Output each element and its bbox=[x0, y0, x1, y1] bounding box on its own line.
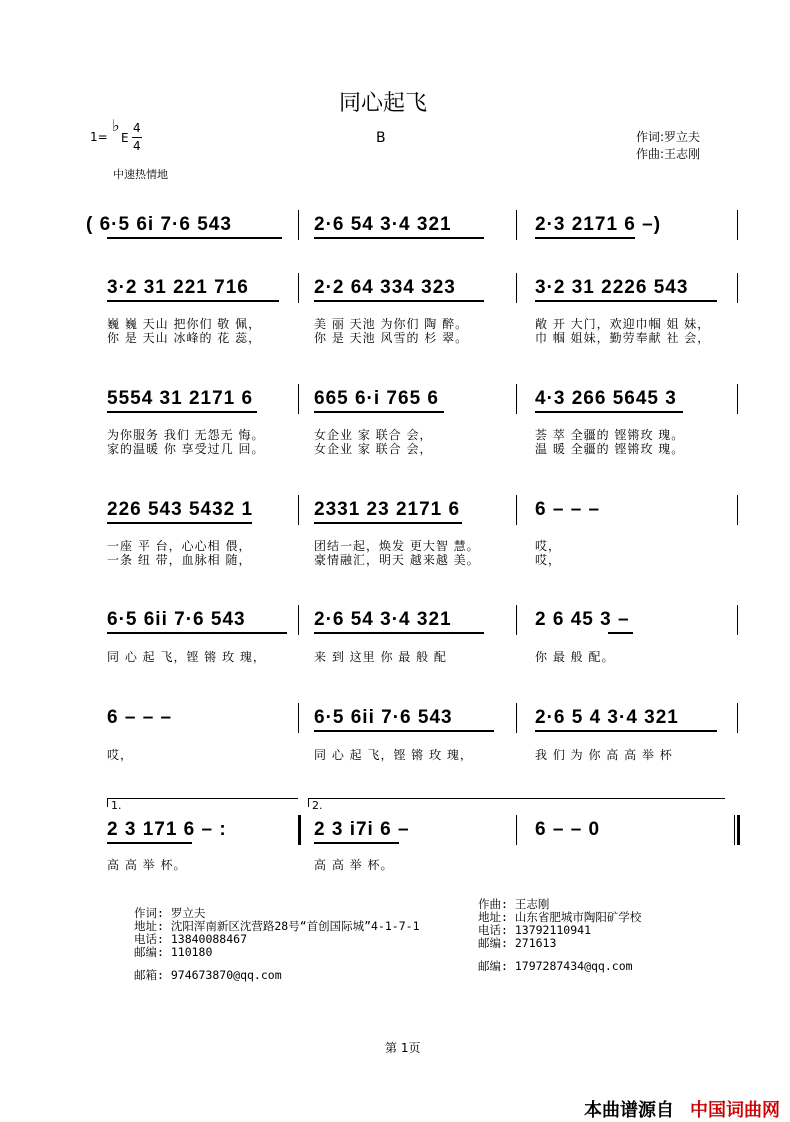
barline bbox=[298, 605, 299, 635]
barline bbox=[516, 703, 517, 733]
volta-label-2: 2. bbox=[312, 799, 323, 812]
measure: 4·3 266 5645 3 bbox=[535, 388, 677, 409]
footer-lyricist: 作词: 罗立夫 bbox=[134, 906, 206, 920]
barline bbox=[737, 605, 738, 635]
lyric: 我 们 为 你 高 高 举 杯 bbox=[535, 748, 673, 762]
barline bbox=[298, 703, 299, 733]
volta-bracket-1 bbox=[107, 798, 298, 807]
barline bbox=[298, 495, 299, 525]
lyric-verse-2: 你 是 天山 冰峰的 花 蕊， bbox=[107, 331, 262, 345]
composer-credit: 作曲:王志刚 bbox=[636, 147, 701, 161]
lyric-verse-2: 哎， bbox=[535, 553, 562, 567]
lyric-verse-2: 你 是 天池 风雪的 杉 翠。 bbox=[314, 331, 469, 345]
tempo-marking: 中速热情地 bbox=[113, 168, 168, 181]
measure: 5554 31 2171 6 bbox=[107, 388, 254, 409]
lyric: 高 高 举 杯。 bbox=[314, 858, 394, 872]
lyricist-credit: 作词:罗立夫 bbox=[636, 130, 701, 144]
barline bbox=[516, 273, 517, 303]
measure: 6·5 6ii 7·6 543 bbox=[314, 707, 453, 728]
lyric: 你 最 般 配。 bbox=[535, 650, 615, 664]
final-barline bbox=[734, 815, 735, 845]
barline bbox=[737, 210, 738, 240]
footer-left-address: 地址: 沈阳浑南新区沈营路28号“首创国际城”4-1-7-1 bbox=[134, 919, 420, 933]
time-signature-top: 4 bbox=[133, 121, 141, 135]
measure: 2 6 45 3 – bbox=[535, 609, 630, 630]
barline bbox=[737, 495, 738, 525]
lyric-verse-2: 家的温暖 你 享受过几 回。 bbox=[107, 442, 265, 456]
lyric-verse-1: 团结一起，焕发 更大智 慧。 bbox=[314, 539, 480, 553]
lyric-verse-1: 哎， bbox=[535, 539, 562, 553]
footer-left-email: 邮箱: 974673870@qq.com bbox=[134, 968, 282, 982]
measure: 2331 23 2171 6 bbox=[314, 499, 461, 520]
key-prefix: 1= bbox=[90, 130, 108, 144]
barline bbox=[298, 210, 299, 240]
measure: 3·2 31 221 716 bbox=[107, 277, 249, 298]
section-mark: B bbox=[376, 130, 386, 146]
barline bbox=[516, 815, 517, 845]
barline bbox=[516, 605, 517, 635]
lyric-verse-1: 荟 萃 全疆的 铿锵玫 瑰。 bbox=[535, 428, 685, 442]
measure: 226 543 5432 1 bbox=[107, 499, 254, 520]
repeat-barline bbox=[298, 815, 301, 845]
lyric-verse-1: 为你服务 我们 无怨无 悔。 bbox=[107, 428, 265, 442]
footer-composer: 作曲: 王志刚 bbox=[478, 897, 550, 911]
time-signature-bottom: 4 bbox=[133, 139, 141, 153]
measure: 2 3 171 6 – : bbox=[107, 819, 227, 840]
measure: 2·6 5 4 3·4 321 bbox=[535, 707, 679, 728]
volta-bracket-2 bbox=[308, 798, 725, 807]
lyric-verse-1: 巍 巍 天山 把你们 敬 佩， bbox=[107, 317, 262, 331]
measure: 3·2 31 2226 543 bbox=[535, 277, 689, 298]
lyric: 高 高 举 杯。 bbox=[107, 858, 187, 872]
footer-right-address: 地址: 山东省肥城市陶阳矿学校 bbox=[478, 910, 642, 924]
footer-right-phone: 电话: 13792110941 bbox=[478, 923, 592, 937]
measure: 6·5 6ii 7·6 543 bbox=[107, 609, 246, 630]
footer-left bbox=[134, 907, 420, 982]
barline bbox=[298, 273, 299, 303]
barline bbox=[737, 703, 738, 733]
lyric-verse-1: 美 丽 天池 为你们 陶 醉。 bbox=[314, 317, 469, 331]
lyric: 同 心 起 飞，铿 锵 玫 瑰， bbox=[107, 650, 266, 664]
barline bbox=[298, 384, 299, 414]
key-letter: E bbox=[121, 131, 129, 145]
measure: 6 – – – bbox=[535, 499, 601, 520]
measure: 2·2 64 334 323 bbox=[314, 277, 456, 298]
page-title: 同心起飞 bbox=[339, 91, 428, 116]
measure: 2·6 54 3·4 321 bbox=[314, 609, 452, 630]
measure: 665 6·i 765 6 bbox=[314, 388, 439, 409]
measure: 2·3 2171 6 –) bbox=[535, 214, 662, 235]
measure: ( 6·5 6i 7·6 543 bbox=[86, 214, 232, 235]
lyric-verse-2: 女企业 家 联合 会， bbox=[314, 442, 433, 456]
barline bbox=[516, 210, 517, 240]
lyric-verse-2: 温 暖 全疆的 铿锵玫 瑰。 bbox=[535, 442, 685, 456]
footer-right bbox=[478, 898, 641, 973]
measure: 2 3 i7i 6 – bbox=[314, 819, 410, 840]
lyric: 哎， bbox=[107, 748, 134, 762]
barline bbox=[737, 384, 738, 414]
lyric: 同 心 起 飞，铿 锵 玫 瑰， bbox=[314, 748, 473, 762]
barline bbox=[516, 384, 517, 414]
barline bbox=[516, 495, 517, 525]
measure: 6 – – – bbox=[107, 707, 173, 728]
measure: 2·6 54 3·4 321 bbox=[314, 214, 452, 235]
lyric: 来 到 这里 你 最 般 配 bbox=[314, 650, 447, 664]
measure: 6 – – 0 bbox=[535, 819, 601, 840]
volta-label-1: 1. bbox=[111, 799, 122, 812]
footer-left-phone: 电话: 13840088467 bbox=[134, 932, 248, 946]
footer-right-postcode: 邮编: 271613 bbox=[478, 936, 557, 950]
lyric-verse-1: 女企业 家 联合 会， bbox=[314, 428, 433, 442]
lyric-verse-2: 豪情融汇，明天 越来越 美。 bbox=[314, 553, 480, 567]
lyric-verse-2: 巾 帼 姐妹，勤劳奉献 社 会， bbox=[535, 331, 711, 345]
lyric-verse-2: 一条 纽 带，血脉相 随， bbox=[107, 553, 252, 567]
final-barline-thick bbox=[737, 815, 740, 845]
lyric-verse-1: 一座 平 台，心心相 偎， bbox=[107, 539, 252, 553]
lyric-verse-1: 敞 开 大门，欢迎巾帼 姐 妹， bbox=[535, 317, 711, 331]
footer-left-postcode: 邮编: 110180 bbox=[134, 945, 213, 959]
source-label: 本曲谱源自 bbox=[584, 1100, 674, 1121]
barline bbox=[737, 273, 738, 303]
footer-right-email: 邮编: 1797287434@qq.com bbox=[478, 959, 633, 973]
flat-sign: ♭ bbox=[112, 116, 120, 135]
page-number: 第 1页 bbox=[385, 1041, 421, 1055]
time-signature-line bbox=[132, 137, 142, 138]
site-name-link[interactable]: 中国词曲网 bbox=[690, 1100, 780, 1121]
